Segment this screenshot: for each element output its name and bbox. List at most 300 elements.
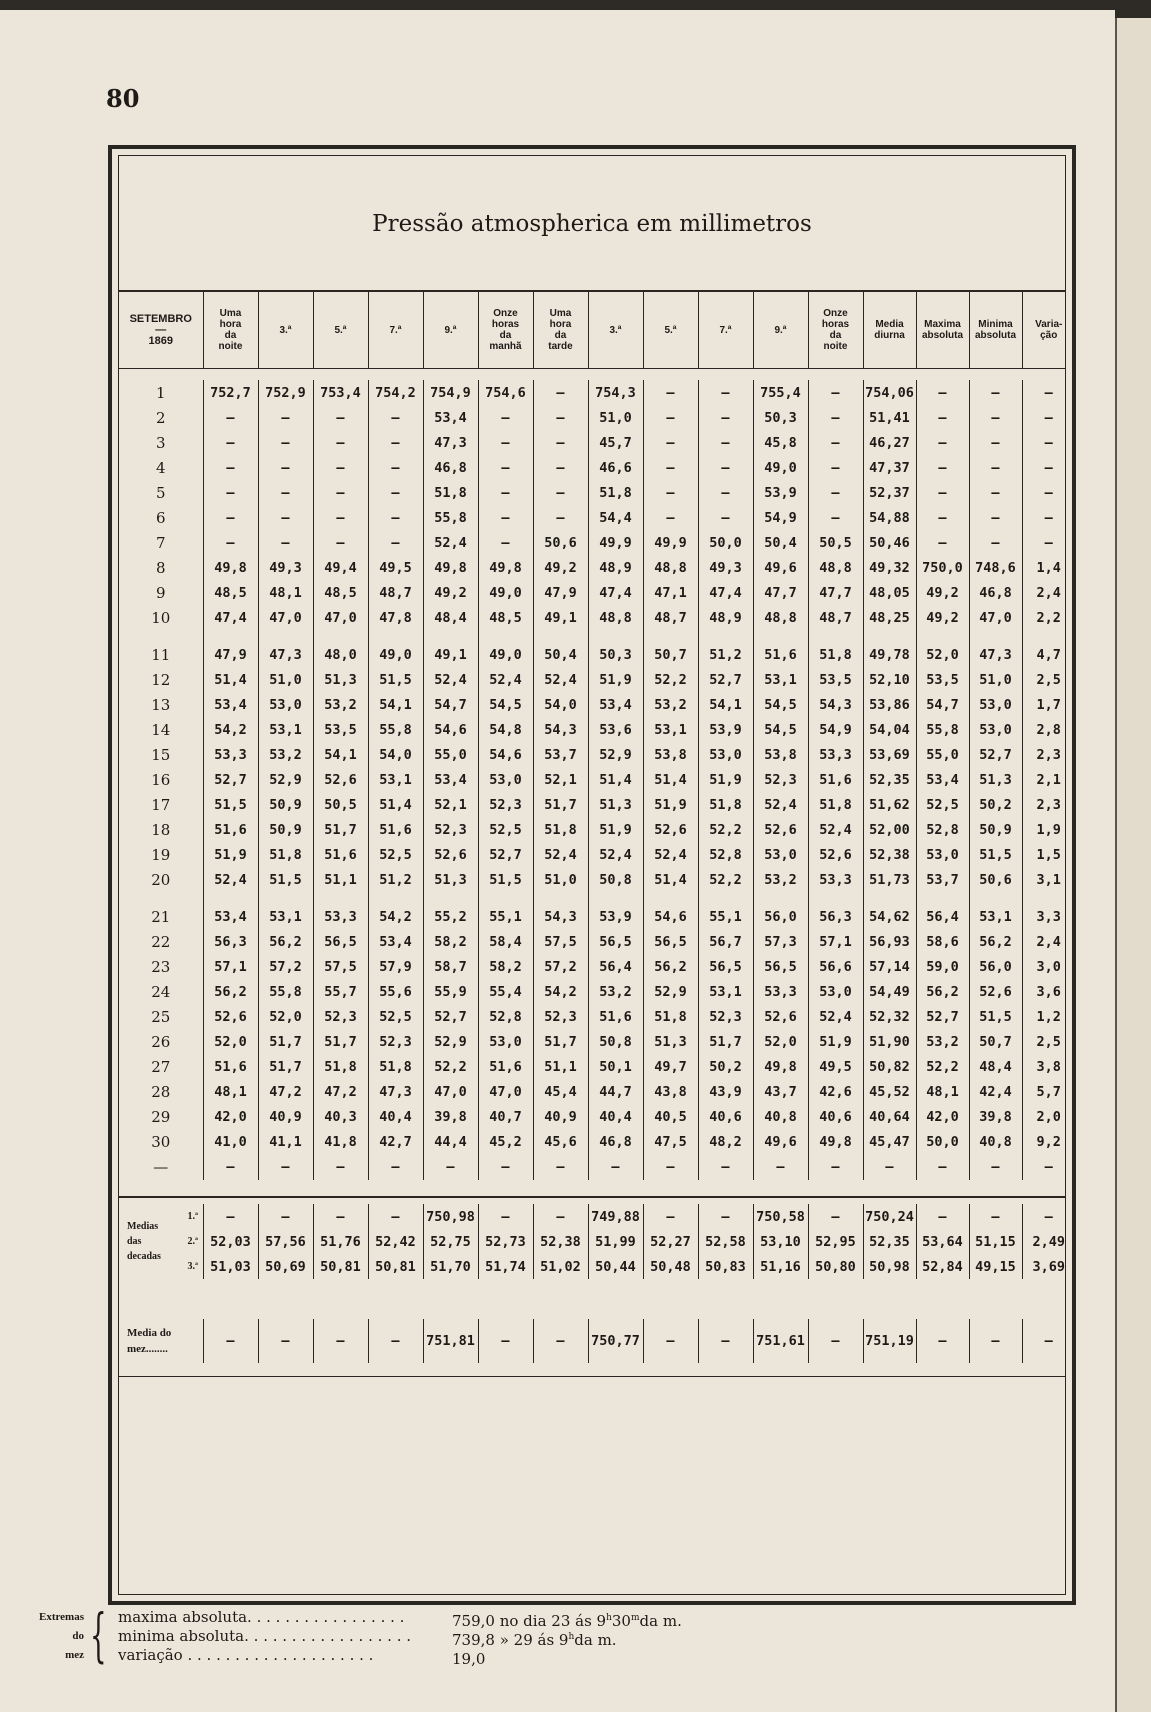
month-mean-cell: — (698, 1319, 753, 1363)
reading-cell: — (423, 1154, 478, 1180)
gap-cell (808, 630, 863, 642)
decade-gap (119, 892, 1075, 904)
reading-cell: — (313, 455, 368, 480)
reading-cell: 47,0 (423, 1079, 478, 1104)
column-header-10: 7.ª (698, 292, 753, 368)
reading-cell: 58,6 (916, 929, 969, 954)
reading-cell: 50,7 (643, 642, 698, 667)
reading-cell: 52,32 (863, 1004, 916, 1029)
reading-cell: 54,6 (478, 742, 533, 767)
decade-mean-cell: — (313, 1204, 368, 1229)
reading-cell: 51,8 (643, 1004, 698, 1029)
reading-cell: 2,3 (1022, 742, 1075, 767)
decade-mean-cell: 750,98 (423, 1204, 478, 1229)
reading-cell: 752,7 (203, 380, 258, 405)
reading-cell: 2,0 (1022, 1104, 1075, 1129)
reading-cell: 51,1 (313, 867, 368, 892)
column-header-8: 3.ª (588, 292, 643, 368)
day-number: 18 (151, 820, 171, 839)
reading-cell: 52,0 (258, 1004, 313, 1029)
reading-cell: 50,9 (258, 792, 313, 817)
next-page-edge (1115, 18, 1151, 1712)
reading-cell: — (258, 430, 313, 455)
column-header-2: 3.ª (258, 292, 313, 368)
decade-mean-cell: 2,49 (1022, 1229, 1075, 1254)
column-header-5: 9.ª (423, 292, 478, 368)
reading-cell: 3,0 (1022, 954, 1075, 979)
reading-cell: — (313, 530, 368, 555)
gap-cell (313, 630, 368, 642)
reading-cell: 52,4 (533, 667, 588, 692)
reading-cell: 54,5 (478, 692, 533, 717)
reading-cell: 58,2 (423, 929, 478, 954)
means-spacer (119, 1279, 1075, 1319)
reading-cell: — (533, 1154, 588, 1180)
reading-cell: 52,4 (203, 867, 258, 892)
reading-cell: 51,9 (808, 1029, 863, 1054)
decade-mean-cell: 52,42 (368, 1229, 423, 1254)
reading-cell: 50,8 (588, 867, 643, 892)
reading-cell: 54,0 (368, 742, 423, 767)
reading-cell: 52,7 (203, 767, 258, 792)
minute-sup: m (630, 1613, 640, 1623)
decade-mean-cell: 51,16 (753, 1254, 808, 1279)
reading-cell: 51,6 (478, 1054, 533, 1079)
reading-cell: 50,7 (969, 1029, 1022, 1054)
reading-cell: — (863, 1154, 916, 1180)
gap-cell (698, 630, 753, 642)
month-mean-cell: — (368, 1319, 423, 1363)
reading-cell: — (643, 1154, 698, 1180)
reading-cell: — (368, 430, 423, 455)
reading-cell: 52,8 (698, 842, 753, 867)
reading-cell: 49,78 (863, 642, 916, 667)
day-number: 15 (151, 745, 171, 764)
decade-means-label (119, 1204, 183, 1279)
reading-cell: — (533, 505, 588, 530)
reading-cell: 44,7 (588, 1079, 643, 1104)
decade-mean-cell: 51,03 (203, 1254, 258, 1279)
reading-cell: 54,8 (478, 717, 533, 742)
reading-cell: 2,5 (1022, 1029, 1075, 1054)
gap-cell (1022, 892, 1075, 904)
reading-cell: 53,4 (423, 405, 478, 430)
decade-mean-cell: 51,70 (423, 1254, 478, 1279)
spacer-cell (119, 1279, 1075, 1319)
reading-cell: — (1022, 380, 1075, 405)
reading-cell: 49,6 (753, 1129, 808, 1154)
reading-cell: 51,6 (203, 817, 258, 842)
reading-cell: 49,8 (423, 555, 478, 580)
month-mean-cell: 751,19 (863, 1319, 916, 1363)
reading-cell: — (1022, 455, 1075, 480)
reading-cell: 39,8 (423, 1104, 478, 1129)
reading-cell: 53,0 (969, 717, 1022, 742)
reading-cell: 51,1 (533, 1054, 588, 1079)
decade-mean-row (119, 1229, 1075, 1254)
reading-cell: 55,8 (368, 717, 423, 742)
decade-mean-cell: — (203, 1204, 258, 1229)
reading-cell: 53,4 (368, 929, 423, 954)
reading-cell: 51,8 (368, 1054, 423, 1079)
reading-cell: 53,1 (258, 904, 313, 929)
column-header-12: Onze horas da noite (808, 292, 863, 368)
reading-cell: — (478, 1154, 533, 1180)
reading-cell: 49,1 (533, 605, 588, 630)
reading-cell: 48,1 (258, 580, 313, 605)
reading-cell: 48,9 (588, 555, 643, 580)
month-mean-cell: — (533, 1319, 588, 1363)
reading-cell: 53,2 (753, 867, 808, 892)
reading-cell: 47,7 (753, 580, 808, 605)
reading-cell: 52,37 (863, 480, 916, 505)
decade-mean-cell: 749,88 (588, 1204, 643, 1229)
reading-cell: 52,3 (533, 1004, 588, 1029)
month-mean-cell: — (916, 1319, 969, 1363)
reading-cell: 51,41 (863, 405, 916, 430)
reading-cell: 51,8 (588, 480, 643, 505)
day-number: 25 (151, 1007, 171, 1026)
reading-cell: 51,6 (808, 767, 863, 792)
extreme-tail: da m. (639, 1612, 682, 1630)
reading-cell: 53,1 (643, 717, 698, 742)
reading-cell: 53,9 (753, 480, 808, 505)
reading-cell: 52,3 (478, 792, 533, 817)
day-number: 16 (151, 770, 171, 789)
reading-cell: 51,9 (698, 767, 753, 792)
reading-cell: 53,0 (698, 742, 753, 767)
gap-cell (916, 630, 969, 642)
decade-mean-cell: 50,81 (313, 1254, 368, 1279)
reading-cell: 51,9 (588, 667, 643, 692)
reading-cell: 51,0 (258, 667, 313, 692)
reading-cell: 53,0 (478, 767, 533, 792)
reading-cell: 49,7 (643, 1054, 698, 1079)
reading-cell: 49,8 (808, 1129, 863, 1154)
gap-cell (698, 892, 753, 904)
reading-cell: 48,25 (863, 605, 916, 630)
reading-cell: 54,3 (533, 904, 588, 929)
reading-cell: 48,7 (643, 605, 698, 630)
decade-mean-cell: — (808, 1204, 863, 1229)
reading-cell: 51,90 (863, 1029, 916, 1054)
reading-cell: 51,62 (863, 792, 916, 817)
reading-cell: 53,0 (258, 692, 313, 717)
reading-cell: 52,6 (969, 979, 1022, 1004)
gap-cell (203, 630, 258, 642)
reading-cell: 44,4 (423, 1129, 478, 1154)
reading-cell: 52,2 (698, 817, 753, 842)
month-mean-label (119, 1319, 203, 1363)
reading-cell: 53,2 (258, 742, 313, 767)
reading-cell: 54,7 (916, 692, 969, 717)
month-mean-cell: — (969, 1319, 1022, 1363)
reading-cell: 55,8 (258, 979, 313, 1004)
reading-cell: 40,4 (368, 1104, 423, 1129)
day-number: 19 (151, 845, 171, 864)
column-header-3: 5.ª (313, 292, 368, 368)
reading-cell: 40,8 (969, 1129, 1022, 1154)
column-header-13: Media diurna (863, 292, 916, 368)
reading-cell: 49,2 (423, 580, 478, 605)
reading-cell: 52,6 (313, 767, 368, 792)
reading-cell: — (368, 480, 423, 505)
table-frame (108, 145, 1076, 1605)
reading-cell: 49,8 (478, 555, 533, 580)
reading-cell: 50,9 (258, 817, 313, 842)
day-row (119, 929, 1075, 954)
reading-cell: 56,3 (203, 929, 258, 954)
reading-cell: 53,4 (203, 904, 258, 929)
reading-cell: 48,05 (863, 580, 916, 605)
reading-cell: 51,73 (863, 867, 916, 892)
extreme-row (118, 1646, 485, 1668)
reading-cell: 53,5 (916, 667, 969, 692)
decade-mean-cell: 52,75 (423, 1229, 478, 1254)
reading-cell: 56,6 (808, 954, 863, 979)
reading-cell: 51,0 (588, 405, 643, 430)
reading-cell: 52,3 (753, 767, 808, 792)
reading-cell: 2,5 (1022, 667, 1075, 692)
reading-cell: 53,4 (916, 767, 969, 792)
gap-cell (258, 892, 313, 904)
reading-cell: — (478, 455, 533, 480)
day-row (119, 1004, 1075, 1029)
reading-cell: 54,2 (368, 904, 423, 929)
reading-cell: 51,7 (313, 1029, 368, 1054)
reading-cell: 48,9 (698, 605, 753, 630)
decade-mean-cell: 52,95 (808, 1229, 863, 1254)
reading-cell: 3,1 (1022, 867, 1075, 892)
reading-cell: — (478, 430, 533, 455)
gap-cell (1022, 630, 1075, 642)
day-row (119, 1029, 1075, 1054)
decade-ordinal: 2.ª (187, 1236, 198, 1247)
reading-cell: 42,7 (368, 1129, 423, 1154)
reading-cell: 46,8 (588, 1129, 643, 1154)
reading-cell: 47,8 (368, 605, 423, 630)
decade-mean-row (119, 1254, 1075, 1279)
reading-cell: 48,5 (478, 605, 533, 630)
day-number: 9 (155, 583, 166, 602)
reading-cell: 52,4 (478, 667, 533, 692)
reading-cell: 54,2 (203, 717, 258, 742)
extreme-label: variação . . . . . . . . . . . . . . . . . . . . (118, 1646, 374, 1664)
reading-cell: 53,2 (916, 1029, 969, 1054)
reading-cell: 56,3 (808, 904, 863, 929)
reading-cell: 54,49 (863, 979, 916, 1004)
day-row (119, 455, 1075, 480)
reading-cell: 48,8 (643, 555, 698, 580)
reading-cell: 55,1 (698, 904, 753, 929)
reading-cell: 47,4 (698, 580, 753, 605)
reading-cell: 52,4 (643, 842, 698, 867)
reading-cell: 47,37 (863, 455, 916, 480)
month-mean-label-line: Media do (127, 1327, 172, 1339)
day-row (119, 792, 1075, 817)
reading-cell: 49,3 (258, 555, 313, 580)
reading-cell: 53,7 (916, 867, 969, 892)
reading-cell: 51,7 (533, 1029, 588, 1054)
reading-cell: 57,2 (533, 954, 588, 979)
reading-cell: — (258, 405, 313, 430)
decade-gap (119, 630, 1075, 642)
reading-cell: 53,69 (863, 742, 916, 767)
month-mean-cell: — (258, 1319, 313, 1363)
reading-cell: 40,7 (478, 1104, 533, 1129)
reading-cell: 54,1 (368, 692, 423, 717)
day-number: 29 (151, 1107, 171, 1126)
reading-cell: — (533, 430, 588, 455)
gap-cell (203, 892, 258, 904)
reading-cell: 52,6 (643, 817, 698, 842)
reading-cell: 55,2 (423, 904, 478, 929)
reading-cell: 1,4 (1022, 555, 1075, 580)
reading-cell: 51,7 (698, 1029, 753, 1054)
reading-cell: 52,0 (916, 642, 969, 667)
header-bottom-rule (119, 368, 1065, 369)
reading-cell: 1,5 (1022, 842, 1075, 867)
reading-cell: 48,7 (808, 605, 863, 630)
day-number: 6 (155, 508, 166, 527)
reading-cell: 51,8 (698, 792, 753, 817)
reading-cell: — (808, 380, 863, 405)
reading-cell: — (313, 480, 368, 505)
reading-cell: 45,6 (533, 1129, 588, 1154)
day-row (119, 842, 1075, 867)
reading-cell: 50,3 (753, 405, 808, 430)
reading-cell: 52,9 (588, 742, 643, 767)
reading-cell: 51,5 (969, 842, 1022, 867)
reading-cell: 51,4 (588, 767, 643, 792)
reading-cell: 53,8 (643, 742, 698, 767)
reading-cell: — (203, 405, 258, 430)
reading-cell: 2,1 (1022, 767, 1075, 792)
reading-cell: 54,5 (753, 692, 808, 717)
reading-cell: 52,6 (808, 842, 863, 867)
gap-cell (423, 630, 478, 642)
reading-cell: 57,14 (863, 954, 916, 979)
reading-cell: — (698, 430, 753, 455)
reading-cell: — (808, 505, 863, 530)
reading-cell: — (203, 430, 258, 455)
extremes-label-line2: do (72, 1630, 84, 1642)
reading-cell: — (478, 405, 533, 430)
gap-cell (753, 630, 808, 642)
reading-cell: 52,6 (753, 817, 808, 842)
reading-cell: — (643, 455, 698, 480)
reading-cell: 54,6 (643, 904, 698, 929)
reading-cell: — (203, 505, 258, 530)
reading-cell: 53,3 (808, 742, 863, 767)
reading-cell: 40,9 (258, 1104, 313, 1129)
day-number: 26 (151, 1032, 171, 1051)
gap-cell (863, 892, 916, 904)
reading-cell: — (368, 530, 423, 555)
reading-cell: 49,5 (368, 555, 423, 580)
reading-cell: 50,4 (753, 530, 808, 555)
reading-cell: 47,2 (313, 1079, 368, 1104)
reading-cell: 57,5 (313, 954, 368, 979)
reading-cell: 54,0 (533, 692, 588, 717)
reading-cell: 42,0 (916, 1104, 969, 1129)
day-row (119, 1079, 1075, 1104)
reading-cell: 56,5 (588, 929, 643, 954)
reading-cell: — (478, 505, 533, 530)
day-number: 5 (155, 483, 166, 502)
reading-cell: 41,0 (203, 1129, 258, 1154)
reading-cell: 47,5 (643, 1129, 698, 1154)
reading-cell: 52,6 (203, 1004, 258, 1029)
reading-cell: 54,5 (753, 717, 808, 742)
day-number: 14 (151, 720, 171, 739)
reading-cell: — (643, 430, 698, 455)
column-header (119, 292, 1075, 368)
reading-cell: 755,4 (753, 380, 808, 405)
day-row (119, 817, 1075, 842)
decade-mean-cell: 52,35 (863, 1229, 916, 1254)
decade-mean-cell: 52,73 (478, 1229, 533, 1254)
reading-cell: 53,2 (643, 692, 698, 717)
gap-cell (313, 892, 368, 904)
reading-cell: 55,0 (916, 742, 969, 767)
gap-cell (119, 892, 203, 904)
extremes-label (26, 1608, 84, 1665)
reading-cell: 51,5 (368, 667, 423, 692)
reading-cell: 45,7 (588, 430, 643, 455)
decade-means-table (119, 1204, 1075, 1363)
day-row (119, 717, 1075, 742)
reading-cell: — (808, 455, 863, 480)
day-number: 23 (151, 957, 171, 976)
reading-cell: 1,2 (1022, 1004, 1075, 1029)
decade-means-label-line: decadas (127, 1251, 161, 1262)
reading-cell: — (368, 1154, 423, 1180)
page-number: 80 (106, 84, 140, 113)
reading-cell: 52,00 (863, 817, 916, 842)
reading-cell: 4,7 (1022, 642, 1075, 667)
reading-cell: 56,0 (969, 954, 1022, 979)
reading-cell: 40,4 (588, 1104, 643, 1129)
reading-cell: 57,3 (753, 929, 808, 954)
decade-mean-cell: 52,84 (916, 1254, 969, 1279)
decade-mean-cell: — (478, 1204, 533, 1229)
reading-cell: 46,8 (969, 580, 1022, 605)
reading-cell: — (808, 405, 863, 430)
reading-cell: 752,9 (258, 380, 313, 405)
reading-cell: 49,0 (368, 642, 423, 667)
reading-cell: 52,4 (588, 842, 643, 867)
reading-cell: 51,3 (423, 867, 478, 892)
reading-cell: 45,4 (533, 1079, 588, 1104)
reading-cell: 56,5 (643, 929, 698, 954)
day-row (119, 1054, 1075, 1079)
reading-cell: 50,3 (588, 642, 643, 667)
day-row (119, 530, 1075, 555)
reading-cell: 2,8 (1022, 717, 1075, 742)
reading-cell: 58,2 (478, 954, 533, 979)
decade-mean-cell: 51,15 (969, 1229, 1022, 1254)
reading-cell: 51,2 (698, 642, 753, 667)
reading-cell: — (203, 480, 258, 505)
month-mean-cell: 750,77 (588, 1319, 643, 1363)
reading-cell: 753,4 (313, 380, 368, 405)
reading-cell: 48,4 (423, 605, 478, 630)
reading-cell: 56,4 (588, 954, 643, 979)
reading-cell: 48,8 (753, 605, 808, 630)
reading-cell: 52,7 (698, 667, 753, 692)
reading-cell: 52,4 (423, 667, 478, 692)
